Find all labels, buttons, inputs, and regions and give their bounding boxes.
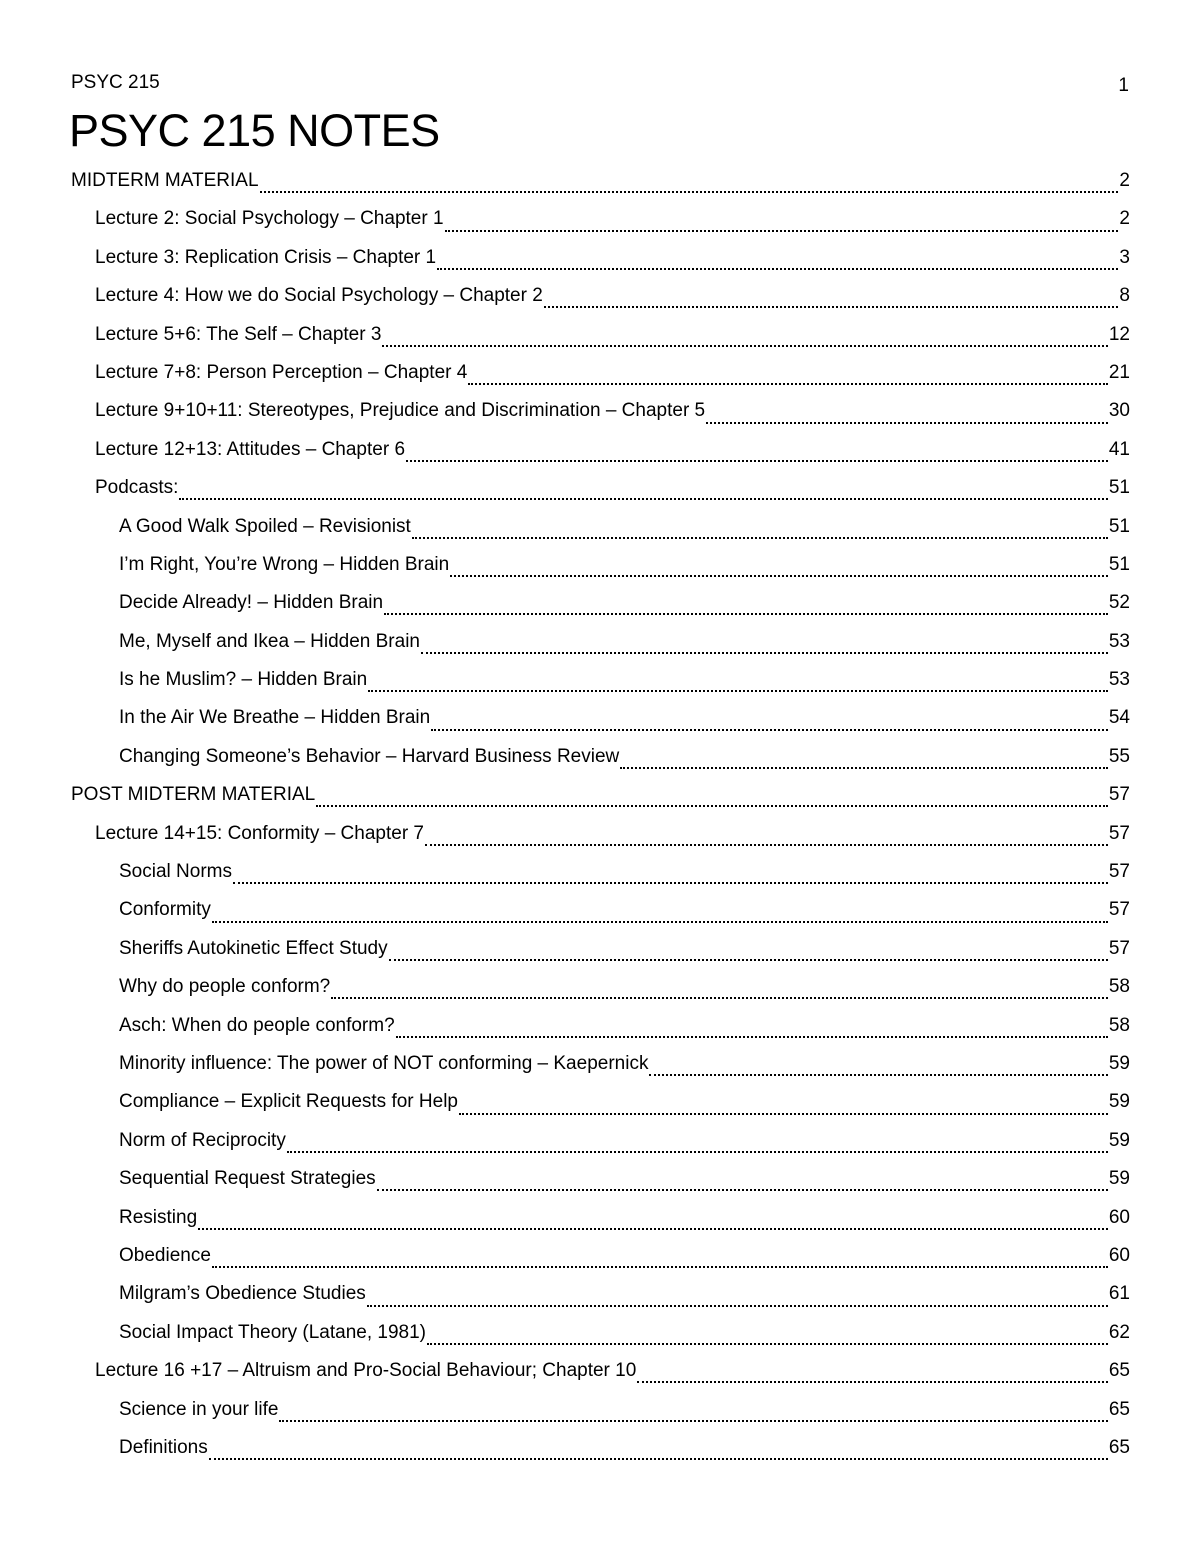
toc-entry-page: 57 (1108, 784, 1130, 806)
toc-entry-page: 53 (1108, 669, 1130, 691)
toc-entry-label: MIDTERM MATERIAL (71, 170, 259, 191)
toc-entry-label: Norm of Reciprocity (119, 1129, 286, 1151)
toc-dot-leader (179, 498, 1107, 500)
toc-entry-label: I’m Right, You’re Wrong – Hidden Brain (119, 553, 450, 575)
toc-entry-label: Me, Myself and Ikea – Hidden Brain (119, 630, 420, 652)
toc-dot-leader (437, 268, 1118, 270)
toc-dot-leader (279, 1420, 1107, 1422)
toc-entry-page: 51 (1108, 515, 1130, 537)
toc-entry-label: POST MIDTERM MATERIAL (71, 784, 316, 806)
toc-entry-page: 60 (1108, 1244, 1130, 1266)
toc-entry-label: Minority influence: The power of NOT conforming – Kaepernick (119, 1052, 649, 1074)
toc-dot-leader (212, 1266, 1108, 1268)
toc-entry[interactable] (71, 435, 1130, 473)
toc-entry-label: Lecture 16 +17 – Altruism and Pro-Social Behaviour; Chapter 10 (95, 1360, 637, 1382)
toc-entry-label: Lecture 7+8: Person Perception – Chapter 4 (95, 361, 468, 383)
toc-dot-leader (406, 460, 1108, 462)
toc-entry[interactable] (71, 1395, 1130, 1433)
toc-entry[interactable] (71, 1433, 1130, 1471)
toc-entry[interactable] (71, 1087, 1130, 1125)
toc-entry-page: 57 (1108, 822, 1130, 844)
toc-entry[interactable] (71, 204, 1130, 242)
toc-entry-label: In the Air We Breathe – Hidden Brain (119, 707, 431, 729)
toc-entry-page: 59 (1108, 1091, 1130, 1113)
toc-entry-page: 41 (1108, 438, 1130, 460)
toc-entry-label: Science in your life (119, 1398, 279, 1420)
toc-entry[interactable] (71, 358, 1130, 396)
toc-entry[interactable] (71, 281, 1130, 319)
toc-entry[interactable] (71, 1279, 1130, 1317)
toc-entry[interactable] (71, 588, 1130, 626)
toc-entry-page: 52 (1108, 592, 1130, 614)
toc-entry-label: Decide Already! – Hidden Brain (119, 592, 384, 614)
toc-entry-page: 2 (1119, 208, 1130, 230)
toc-entry-page: 57 (1108, 899, 1130, 921)
toc-entry-page: 59 (1108, 1052, 1130, 1074)
toc-dot-leader (427, 1343, 1108, 1345)
toc-entry-page: 65 (1108, 1360, 1130, 1382)
page-number: 1 (1118, 75, 1129, 96)
toc-dot-leader (287, 1151, 1108, 1153)
toc-dot-leader (445, 230, 1119, 232)
toc-entry-label: Asch: When do people conform? (119, 1014, 395, 1036)
toc-entry[interactable] (71, 1049, 1130, 1087)
toc-entry[interactable] (71, 243, 1130, 281)
toc-dot-leader (368, 690, 1108, 692)
table-of-contents (71, 166, 1130, 1471)
toc-entry-label: Sheriffs Autokinetic Effect Study (119, 937, 388, 959)
toc-entry[interactable] (71, 1164, 1130, 1202)
toc-dot-leader (412, 537, 1108, 539)
toc-dot-leader (316, 805, 1108, 807)
toc-entry[interactable] (71, 1011, 1130, 1049)
toc-entry-page: 8 (1119, 285, 1130, 307)
toc-entry-label: Resisting (119, 1206, 198, 1228)
toc-entry-page: 57 (1108, 937, 1130, 959)
toc-entry[interactable] (71, 166, 1130, 204)
toc-entry[interactable] (71, 627, 1130, 665)
toc-dot-leader (384, 613, 1108, 615)
toc-entry-label: Definitions (119, 1436, 208, 1458)
toc-entry-page: 59 (1108, 1129, 1130, 1151)
toc-entry-page: 58 (1108, 1014, 1130, 1036)
toc-entry-page: 2 (1119, 170, 1130, 191)
toc-dot-leader (459, 1113, 1108, 1115)
toc-entry[interactable] (71, 473, 1130, 511)
toc-dot-leader (260, 191, 1119, 193)
toc-dot-leader (421, 652, 1108, 654)
toc-entry-page: 53 (1108, 630, 1130, 652)
toc-dot-leader (706, 422, 1108, 424)
toc-entry[interactable] (71, 1318, 1130, 1356)
toc-dot-leader (425, 844, 1108, 846)
toc-entry-page: 51 (1108, 477, 1130, 499)
running-header: PSYC 215 (71, 72, 160, 93)
toc-entry[interactable] (71, 742, 1130, 780)
toc-entry-label: Social Impact Theory (Latane, 1981) (119, 1321, 426, 1343)
toc-entry[interactable] (71, 972, 1130, 1010)
toc-dot-leader (450, 575, 1108, 577)
toc-entry-label: Lecture 12+13: Attitudes – Chapter 6 (95, 438, 406, 460)
toc-entry[interactable] (71, 1241, 1130, 1279)
toc-entry-page: 3 (1119, 246, 1130, 268)
toc-entry-label: Podcasts: (95, 477, 179, 499)
toc-dot-leader (212, 921, 1108, 923)
toc-dot-leader (233, 882, 1108, 884)
toc-entry-page: 59 (1108, 1168, 1130, 1190)
toc-entry-label: Lecture 4: How we do Social Psychology – Chapter 2 (95, 285, 543, 307)
toc-entry[interactable] (71, 857, 1130, 895)
toc-entry-label: Sequential Request Strategies (119, 1168, 376, 1190)
toc-dot-leader (389, 959, 1108, 961)
toc-dot-leader (468, 383, 1108, 385)
toc-entry-label: Is he Muslim? – Hidden Brain (119, 669, 368, 691)
toc-dot-leader (396, 1036, 1108, 1038)
toc-entry-page: 51 (1108, 553, 1130, 575)
document-title: PSYC 215 NOTES (69, 105, 440, 156)
toc-dot-leader (382, 345, 1107, 347)
toc-entry-label: Lecture 3: Replication Crisis – Chapter 1 (95, 246, 437, 268)
toc-entry-page: 21 (1108, 361, 1130, 383)
toc-entry-label: A Good Walk Spoiled – Revisionist (119, 515, 411, 537)
toc-entry[interactable] (71, 1126, 1130, 1164)
toc-dot-leader (620, 767, 1108, 769)
toc-entry-page: 30 (1108, 400, 1130, 422)
toc-entry-page: 12 (1108, 323, 1130, 345)
toc-entry[interactable] (71, 665, 1130, 703)
toc-entry-label: Milgram’s Obedience Studies (119, 1283, 366, 1305)
toc-entry[interactable] (71, 1356, 1130, 1394)
toc-entry[interactable] (71, 703, 1130, 741)
toc-entry-page: 55 (1108, 745, 1130, 767)
toc-entry-label: Lecture 9+10+11: Stereotypes, Prejudice and Discrimination – Chapter 5 (95, 400, 706, 422)
toc-dot-leader (198, 1228, 1108, 1230)
toc-entry-label: Lecture 2: Social Psychology – Chapter 1 (95, 208, 444, 230)
toc-entry[interactable] (71, 320, 1130, 358)
toc-entry[interactable] (71, 1203, 1130, 1241)
toc-entry[interactable] (71, 819, 1130, 857)
toc-entry-page: 54 (1108, 707, 1130, 729)
toc-dot-leader (544, 306, 1119, 308)
toc-entry-label: Social Norms (119, 861, 232, 883)
toc-entry[interactable] (71, 512, 1130, 550)
toc-entry-label: Lecture 14+15: Conformity – Chapter 7 (95, 822, 424, 844)
toc-entry-label: Why do people conform? (119, 976, 331, 998)
toc-dot-leader (637, 1381, 1108, 1383)
toc-entry-label: Conformity (119, 899, 211, 921)
toc-dot-leader (367, 1305, 1108, 1307)
toc-entry-page: 65 (1108, 1398, 1130, 1420)
toc-dot-leader (209, 1458, 1108, 1460)
toc-entry[interactable] (71, 895, 1130, 933)
toc-entry-label: Lecture 5+6: The Self – Chapter 3 (95, 323, 382, 345)
toc-entry-label: Compliance – Explicit Requests for Help (119, 1091, 458, 1113)
toc-dot-leader (377, 1189, 1108, 1191)
toc-entry[interactable] (71, 780, 1130, 818)
toc-entry-page: 58 (1108, 976, 1130, 998)
toc-entry-label: Changing Someone’s Behavior – Harvard Business Review (119, 745, 620, 767)
toc-dot-leader (649, 1074, 1107, 1076)
toc-entry-page: 60 (1108, 1206, 1130, 1228)
toc-entry-page: 57 (1108, 861, 1130, 883)
toc-entry[interactable] (71, 396, 1130, 434)
toc-dot-leader (431, 729, 1108, 731)
toc-entry[interactable] (71, 934, 1130, 972)
toc-entry[interactable] (71, 550, 1130, 588)
toc-entry-page: 62 (1108, 1321, 1130, 1343)
toc-dot-leader (331, 997, 1108, 999)
toc-entry-page: 65 (1108, 1436, 1130, 1458)
toc-entry-page: 61 (1108, 1283, 1130, 1305)
toc-entry-label: Obedience (119, 1244, 211, 1266)
